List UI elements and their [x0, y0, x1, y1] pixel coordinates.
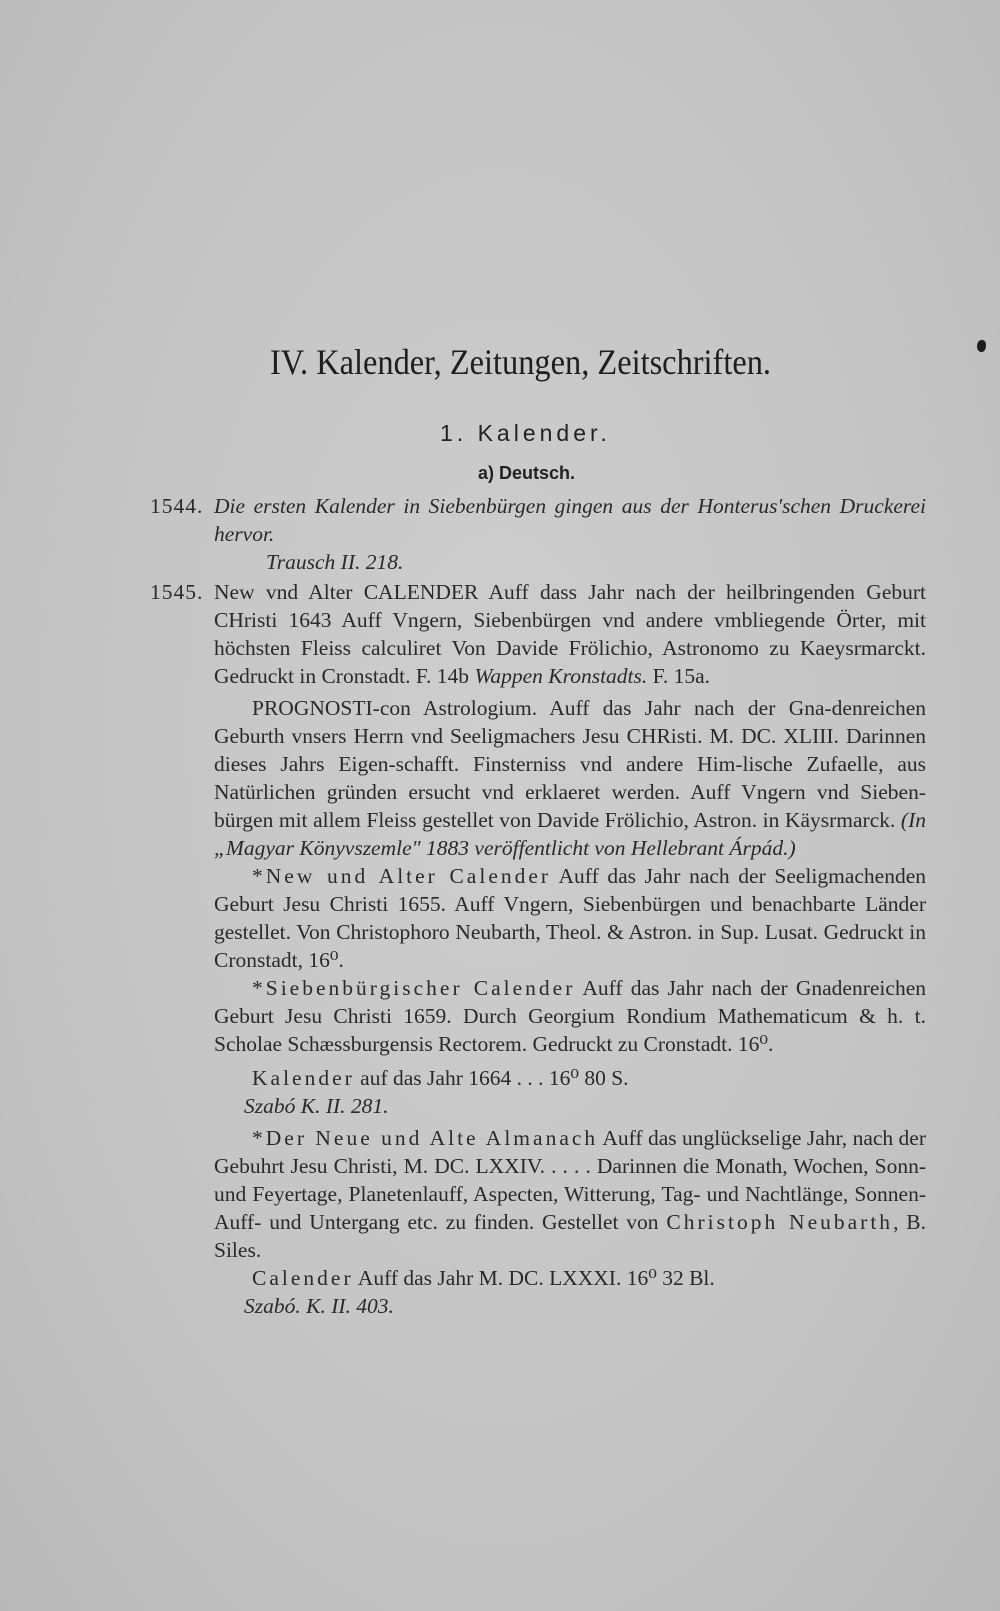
subsection-title: a) Deutsch.: [478, 463, 576, 483]
entry-heading-spaced: *Siebenbürgischer Calender: [252, 976, 576, 1000]
entry-text: Auff das Jahr nach der Seeligmachenden Geburt Jesu Christi 1655. Auff Vngern, Siebenbürgen und benachbarte Länder gestellet. Von Christophoro Neubarth, Theol. & Astron. in Sup. Lusat. Gedruckt in Cronstadt, 16⁰.: [214, 864, 927, 972]
entry-1544: [150, 492, 926, 548]
entry-text: Auff das unglückselige Jahr, nach der Gebuhrt Jesu Christi, M. DC. LXXIV. . . . . Darinnen die Monath, Wochen, Sonn- und Feyertage, Planetenlauff, Aspecten, Witterung, Tag- und Nachtlänge, Sonnen-Auff- und Untergang etc. zu finden. Gestellet von: [214, 1126, 927, 1234]
ink-speck: [977, 340, 986, 352]
entry-number: 1545.: [150, 580, 204, 604]
prognosticon-source: (In „Magyar Könyvszemle" 1883 veröffentlicht von Hellebrant Árpád.): [214, 808, 926, 860]
entry-text-end: , B. Siles.: [214, 1210, 926, 1262]
entry-number: 1544.: [150, 494, 204, 518]
prognosticon-text: PROGNOSTI-con Astrologium. Auff das Jahr nach der Gna-denreichen Geburth vnsers Herrn vnd Seeligmachers Jesu CHRisti. M. DC. XLIII. Darinnen dieses Jahrs Eigen-schafft. Finsterniss vnd andere Him-lische Zufaelle, aus Natürlichen gründen ersucht vnd erklaeret werden. Auff Vngern vnd Sieben-bürgen mit allem Fleiss gestellet von Davide Frölichio, Astron. in Käysrmarck.: [214, 696, 926, 832]
entry-1545: [150, 578, 926, 690]
entry-text-end: F. 15a.: [647, 664, 711, 688]
entry-1664: [214, 1064, 926, 1092]
entry-text-italic: Wappen Kronstadts.: [474, 664, 648, 688]
prognosticon-entry: [214, 694, 926, 862]
chapter-title: IV. Kalender, Zeitungen, Zeitschriften.: [270, 342, 772, 382]
document-body: [150, 492, 927, 1320]
entry-heading-spaced: Calender: [252, 1266, 354, 1290]
entry-1544-reference: Trausch II. 218.: [266, 550, 404, 574]
entry-heading-spaced: *New und Alter Calender: [252, 864, 552, 888]
entry-1681: [214, 1264, 926, 1292]
entry-text: Die ersten Kalender in Siebenbürgen gingen aus der Honterus'schen Druckerei hervor.: [214, 494, 926, 546]
entry-1659: [214, 974, 926, 1058]
entry-1681-reference: Szabó. K. II. 403.: [244, 1294, 394, 1318]
entry-text: Auff das Jahr nach der Gnadenreichen Geburt Jesu Christi 1659. Durch Georgium Rondium Mathematicum & h. t. Scholae Schæssburgensis Rectorem. Gedruckt zu Cronstadt. 16⁰.: [214, 976, 926, 1056]
section-title: 1. Kalender.: [440, 420, 611, 446]
entry-text: auf das Jahr 1664 . . . 16⁰ 80 S.: [354, 1066, 629, 1090]
entry-heading-spaced: Kalender: [252, 1066, 355, 1090]
entry-author-spaced: Christoph Neubarth: [666, 1210, 894, 1234]
entry-1655: [214, 862, 926, 974]
entry-heading-spaced: *Der Neue und Alte Almanach: [252, 1126, 599, 1150]
entry-text: New vnd Alter CALENDER Auff dass Jahr nach der heilbringenden Geburt CHristi 1643 Auff Vngern, Siebenbürgen vnd andere vmbliegende Örter, mit höchsten Fleiss calculiret Von Davide Frölichio, Astronomo zu Kaeysrmarckt. Gedruckt in Cronstadt. F. 14b: [214, 580, 926, 688]
entry-1674: [214, 1124, 926, 1264]
entry-text: Auff das Jahr M. DC. LXXXI. 16⁰ 32 Bl.: [353, 1266, 715, 1290]
entry-1664-reference: Szabó K. II. 281.: [244, 1094, 389, 1118]
